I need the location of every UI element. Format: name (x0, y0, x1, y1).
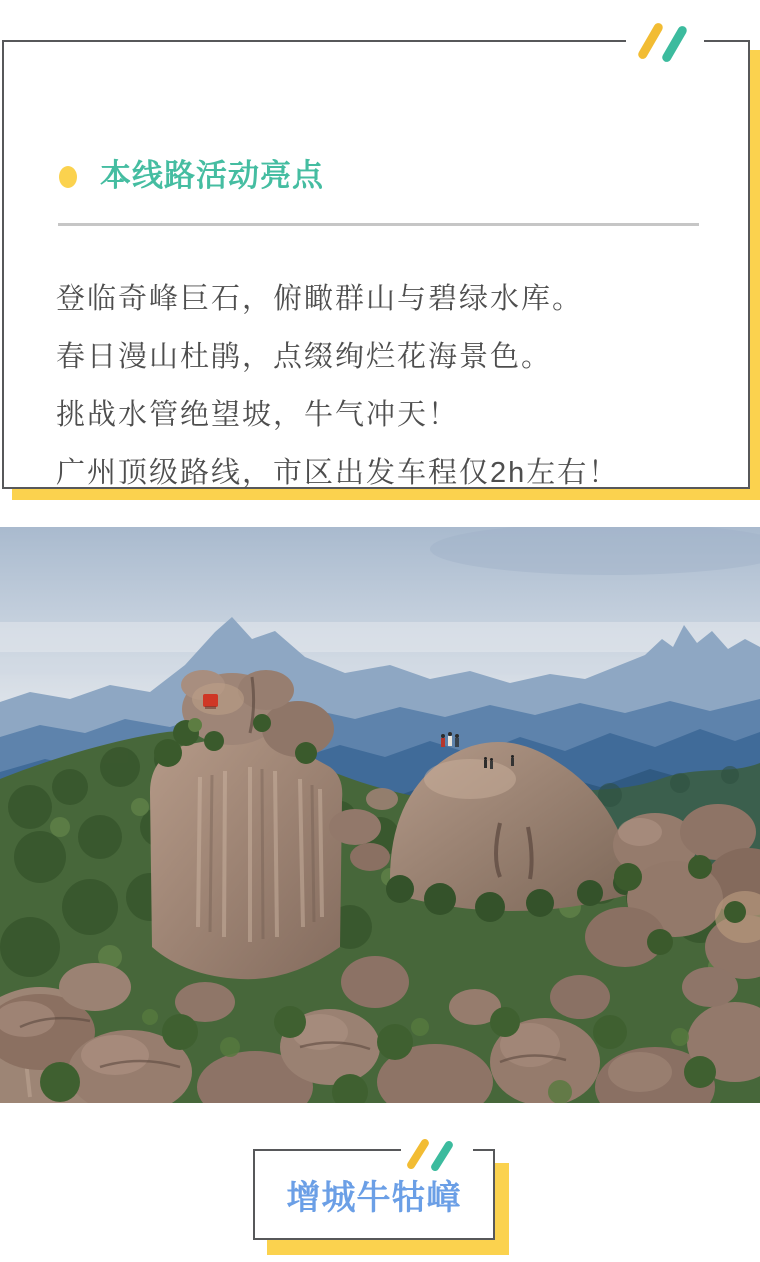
bullet-dot-icon (59, 166, 77, 188)
highlight-line: 广州顶级路线，市区出发车程仅2h左右！ (56, 457, 620, 489)
border-gap-cover (626, 36, 704, 46)
border-gap-cover (401, 1145, 473, 1155)
location-card (253, 1149, 495, 1240)
highlights-title: 本线路活动亮点 (100, 158, 324, 193)
highlights-text-block (56, 270, 726, 502)
divider-line (58, 223, 699, 226)
location-label: 增城牛牯嶂 (286, 1179, 462, 1217)
highlights-card (2, 40, 750, 489)
highlight-line: 春日漫山杜鹃，点缀绚烂花海景色。 (56, 341, 553, 373)
highlight-line: 登临奇峰巨石，俯瞰群山与碧绿水库。 (56, 283, 584, 315)
highlight-line: 挑战水管绝望坡，牛气冲天！ (56, 399, 460, 431)
mountain-aerial-photo (0, 527, 760, 1103)
